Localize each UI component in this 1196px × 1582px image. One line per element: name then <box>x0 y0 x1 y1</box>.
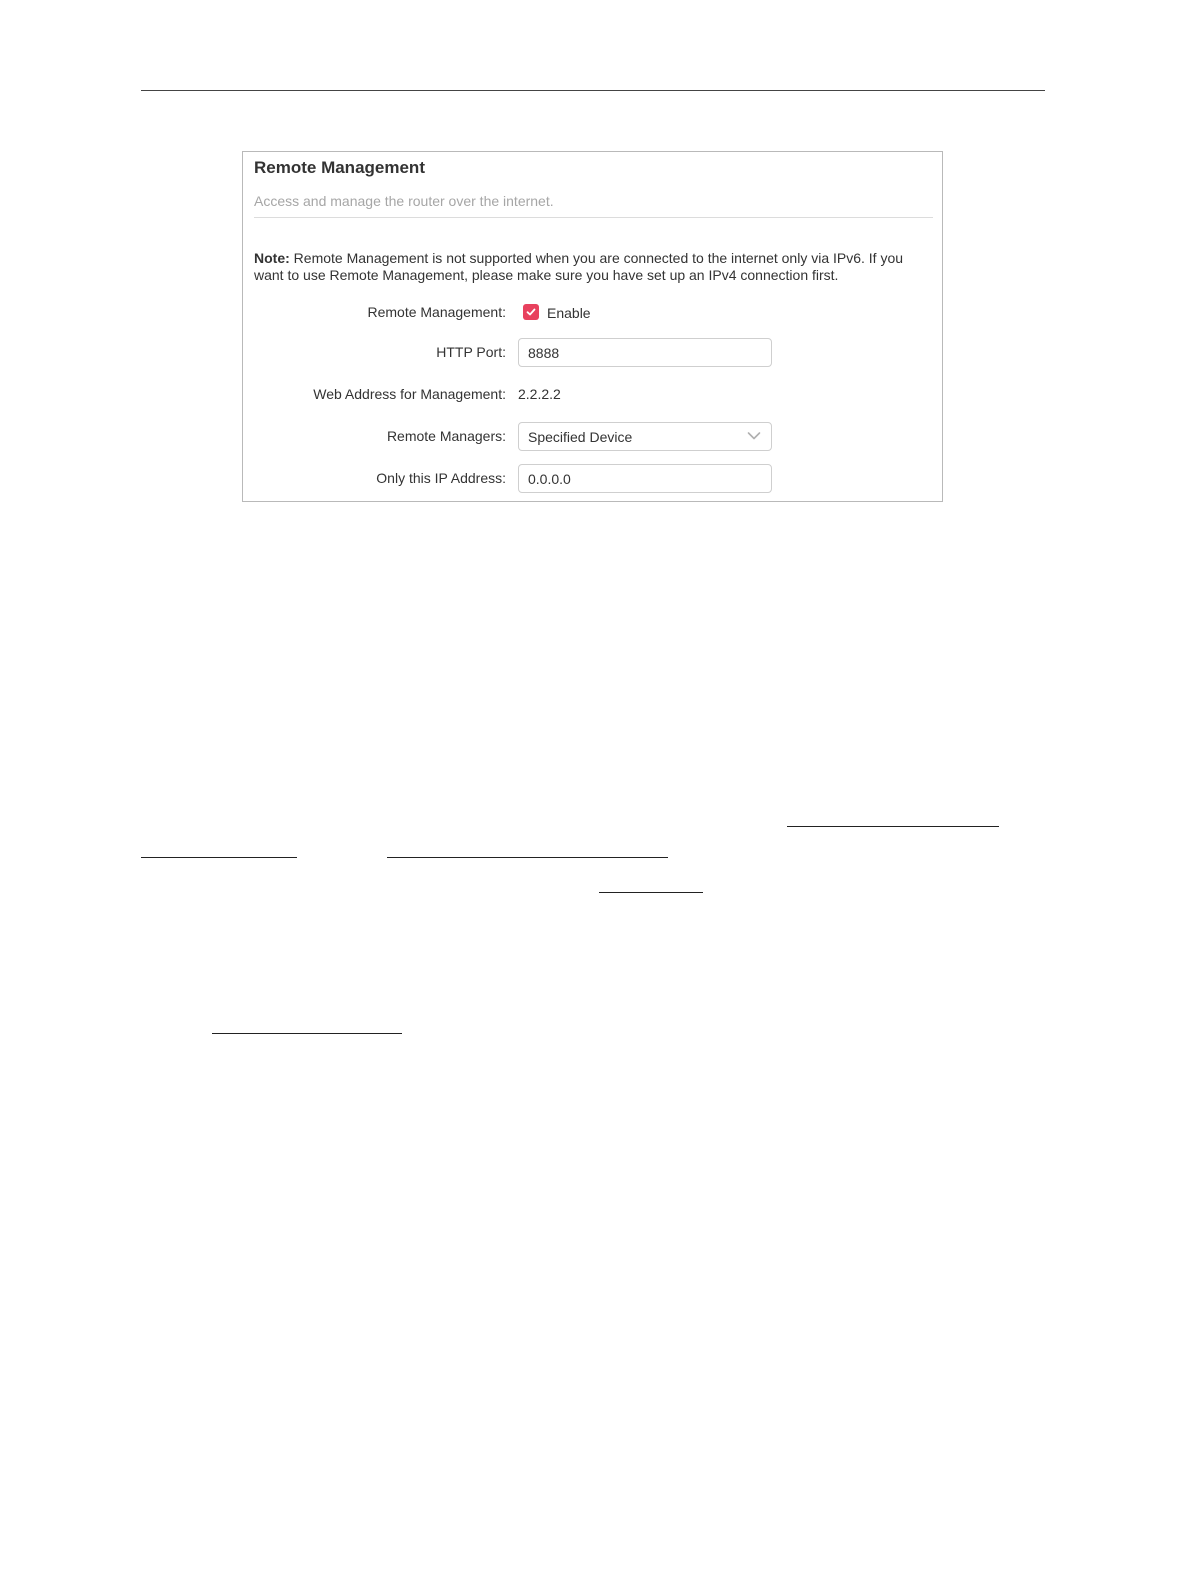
web-address-value: 2.2.2.2 <box>518 386 561 402</box>
link-underline[interactable] <box>387 857 668 858</box>
remote-managers-select[interactable] <box>518 422 772 451</box>
link-underline[interactable] <box>141 857 297 858</box>
http-port-value: 8888 <box>528 344 560 361</box>
check-icon <box>526 307 536 317</box>
remote-management-panel <box>242 151 943 502</box>
http-port-input[interactable] <box>518 338 772 367</box>
header-rule <box>141 90 1045 91</box>
link-underline[interactable] <box>212 1033 402 1034</box>
only-ip-input[interactable] <box>518 464 772 493</box>
only-ip-label: Only this IP Address: <box>376 470 506 486</box>
note-body: Remote Management is not supported when you are connected to the internet only via IPv6. If you want to use Remote Management, please make sure you have set up an IPv4 connection first. <box>254 250 904 283</box>
remote-management-label: Remote Management: <box>367 304 506 320</box>
panel-subtitle: Access and manage the router over the internet. <box>254 193 554 209</box>
note-text <box>254 250 936 284</box>
panel-title: Remote Management <box>254 158 425 177</box>
web-address-label: Web Address for Management: <box>313 386 506 402</box>
enable-checkbox[interactable] <box>523 304 539 320</box>
only-ip-value: 0.0.0.0 <box>528 470 571 487</box>
chevron-down-icon <box>747 431 761 441</box>
enable-label[interactable]: Enable <box>547 305 591 321</box>
remote-managers-value: Specified Device <box>528 428 633 445</box>
http-port-label: HTTP Port: <box>436 344 506 360</box>
link-underline[interactable] <box>599 892 703 893</box>
link-underline[interactable] <box>787 826 999 827</box>
remote-managers-label: Remote Managers: <box>386 428 506 444</box>
note-label: Note: <box>254 250 290 266</box>
panel-divider <box>254 217 933 218</box>
